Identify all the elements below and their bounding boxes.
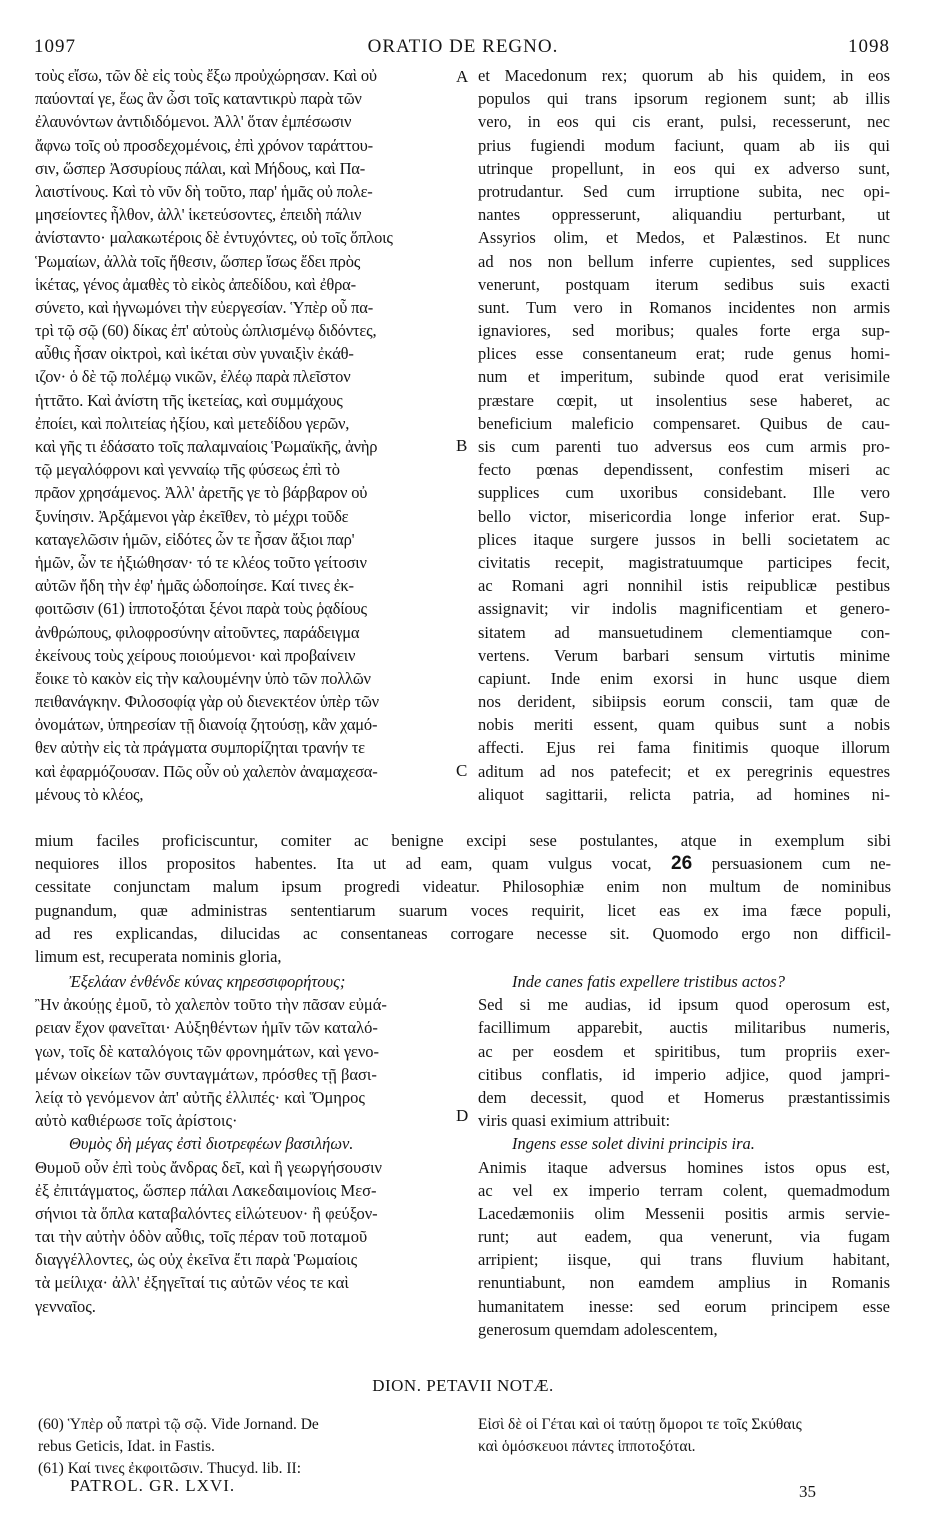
notes-right bbox=[478, 1414, 890, 1458]
latin-line: Animis itaque adversus homines istos opus est, bbox=[478, 1157, 890, 1177]
latin-line: citibus conflatis, id imperio adjice, quod jampri- bbox=[478, 1064, 890, 1084]
latin-line: supplices cum uxoribus considebant. Ille vero bbox=[478, 483, 890, 503]
latin-line: sis cum parenti tuo adversus eos cum armis pro- bbox=[478, 437, 890, 456]
homer-quote-greek: Ἐξελάαν ἐνθένδε κύνας κηρεσσιφορήτους; bbox=[69, 972, 346, 991]
latin-line: nos derident, sibiipsis eorum conscii, tam quæ de bbox=[478, 692, 890, 712]
full-line: nequiores illos propositos habentes. Ita ut ad eam, quam vulgus vocat, 26 persuasionem cum ne- bbox=[35, 853, 892, 875]
homer-quote-greek-2: Θυμὸς δὴ μέγας ἐστὶ διοτρεφέων βασιλήων. bbox=[69, 1134, 354, 1154]
greek-line: ἐποίει, καὶ πολιτείας ἠξίου, καὶ μετεδίδου γερῶν, bbox=[35, 413, 350, 433]
latin-line: dem decessit, quod et Homerus præstantissimis bbox=[478, 1087, 890, 1107]
homer-quote-latin-2: Ingens esse solet divini principis ira. bbox=[512, 1134, 755, 1154]
greek-line: σιν, ὥσπερ Ἀσσυρίους πάλαι, καὶ Μήδους, καὶ Πα- bbox=[35, 158, 366, 178]
greek-line: Ἢν ἀκούῃς ἐμοῦ, τὸ χαλεπὸν τοῦτο τὴν πᾶσαν εὐμά- bbox=[35, 995, 387, 1015]
latin-column-top bbox=[478, 64, 890, 806]
greek-line: ἀνίσταντο· μαλακωτέροις δὲ ἐντυχόντες, οὐ τοῖς ὅπλοις bbox=[35, 228, 393, 248]
greek-line: παύονταί γε, ἕως ἂν ὦσι τοῖς καταντικρὺ παρὰ τῶν bbox=[35, 89, 362, 109]
greek-line: τρὶ τῷ σῷ (60) δίκας ἐπ' αὐτοὺς ὡπλισμένῳ διδόντες, bbox=[35, 321, 377, 341]
latin-line: ac vel ex imperio terram colent, quemadmodum bbox=[478, 1180, 890, 1200]
greek-line: καταγελῶσιν ἡμῶν, εἰδότες ὧν τε ἦσαν ἄξιοι παρ' bbox=[35, 529, 355, 549]
latin-line: Lacedæmoniis olim Messenii positis armis servie- bbox=[478, 1203, 890, 1223]
greek-line: ὀνομάτων, ὑπηρεσίαν τῇ διανοίᾳ ζητούσῃ, κἂν χαμό- bbox=[35, 715, 378, 735]
latin-line: ac per eosdem et spiritibus, tum propriis exer- bbox=[478, 1041, 890, 1061]
greek-column-bottom bbox=[35, 970, 465, 1318]
full-line: mium faciles proficiscuntur, comiter ac benigne excipi sese postulantes, atque in exemplum sibi bbox=[35, 831, 891, 850]
latin-line: vertens. Verum barbari sensum virtutis minime bbox=[478, 645, 890, 665]
latin-line: assignavit; vir indolis magnificentiam et genero- bbox=[478, 599, 890, 619]
latin-column-bottom bbox=[478, 970, 890, 1341]
greek-line: μησείοντες ἦλθον, ἀλλ' ἱκετεύσοντες, ἐπειδὴ πάλιν bbox=[35, 205, 362, 225]
greek-line: ἄφνω τοῖς οὐ προσδεχομένοις, ἐπὶ χρόνον ταράττου- bbox=[35, 135, 373, 155]
greek-line: φοιτῶσιν (61) ἱπποτοξόται ξένοι παρὰ τοὺς ῥᾳδίους bbox=[35, 599, 367, 619]
greek-line: Ῥωμαίων, ἀλλὰ τοῖς ἤθεσιν, ὥσπερ ἴσως ἔδει πρὸς bbox=[35, 251, 361, 271]
latin-line: nantes oppresserunt, aliquandiu perturbant, ut bbox=[478, 205, 890, 225]
latin-line: utrinque propellunt, in eos qui ex adverso sunt, bbox=[478, 158, 890, 178]
latin-line: venerunt, postquam iterum sedibus suis exacti bbox=[478, 274, 890, 294]
greek-line: ιζον· ὁ δὲ τῷ πολέμῳ νικῶν, ἐλέῳ παρὰ πλεῖστον bbox=[35, 367, 351, 387]
latin-line: beneficium maleficio compensaret. Quibus de cau- bbox=[478, 413, 890, 433]
latin-line: ac Romani agri nonnihil istis reipublicæ pestibus bbox=[478, 576, 890, 596]
notes-left bbox=[38, 1414, 458, 1480]
latin-line: plices esse consentaneum erat; rude genus homi- bbox=[478, 344, 890, 364]
latin-line: præstare cœpit, ut insolentius sese haberet, ac bbox=[478, 390, 890, 410]
latin-line: aditum ad nos patefecit; et ex peregrinis equestres bbox=[478, 761, 890, 781]
greek-line: ρειαν ἔχον φανεῖται· Αὐξηθέντων ἡμῖν τῶν καταλό- bbox=[35, 1018, 378, 1038]
greek-line: λαιστίνους. Καὶ τὸ νῦν δὴ τοῦτο, παρ' ἡμᾶς οὐ πολε- bbox=[35, 181, 373, 201]
latin-line: ad nos non bellum inferre cupientes, sed supplices bbox=[478, 251, 890, 271]
latin-line: ignaviores, sed moribus; quales forte erga sup- bbox=[478, 321, 890, 341]
margin-letter-b: B bbox=[456, 436, 468, 455]
greek-line: γενναῖος. bbox=[35, 1296, 96, 1316]
note-line: καὶ ὁμόσκευοι πάντες ἱπποτοξόται. bbox=[478, 1438, 696, 1455]
latin-line: sitatem ad mansuetudinem clementiamque con- bbox=[478, 622, 890, 642]
latin-line: prius fugiendi modum faciunt, quam ab iis qui bbox=[478, 135, 890, 155]
full-line: limum est, recuperata nominis gloria, bbox=[35, 946, 282, 966]
latin-line: civitatis recepit, magistratuumque participes fecit, bbox=[478, 552, 890, 572]
latin-line: aliquot sagittarii, relicta patria, ad homines ni- bbox=[478, 784, 890, 804]
latin-line: plices itaque surgere jussos in belli societatem ac bbox=[478, 529, 890, 549]
greek-column-top bbox=[35, 64, 455, 806]
latin-line: renuntiabunt, non eamdem amplius in Romanis bbox=[478, 1273, 890, 1293]
full-line: cessitate conjunctam malum ipsum progredi videatur. Philosophiæ enim non multum de nominibus bbox=[35, 877, 891, 897]
latin-line: generosum quemdam adolescentem, bbox=[478, 1319, 718, 1339]
greek-line: ἀνθρώπους, φιλοφροσύνην αἰτοῦντες, παράδειγμα bbox=[35, 622, 360, 642]
latin-line: Sed si me audias, id ipsum quod operosum est, bbox=[478, 995, 890, 1015]
latin-line: populos qui trans ipsorum regionem sunt; ab illis bbox=[478, 89, 890, 109]
latin-line: facillimum apparebit, auctis militaribus numeris, bbox=[478, 1018, 890, 1038]
running-title: ORATIO DE REGNO. bbox=[367, 36, 559, 57]
homer-quote-latin: Inde canes fatis expellere tristibus actos? bbox=[512, 972, 785, 991]
latin-line: sunt. Tum vero in Romanos incidentes non armis bbox=[478, 297, 890, 317]
latin-line: nobis meriti essent, quam quibus sunt a nobis bbox=[478, 715, 890, 735]
full-line: pugnandum, quæ administras sententiarum suarum voces requirit, licet eas ex ima fæce populi, bbox=[35, 900, 891, 920]
greek-line: Θυμοῦ οὖν ἐπὶ τοὺς ἄνδρας δεῖ, καὶ ἢ γεωργήσουσιν bbox=[35, 1157, 383, 1177]
greek-line: σύνετο, καὶ ἠγνωμόνει τὴν εὐεργεσίαν. Ὑπὲρ οὗ πα- bbox=[35, 297, 373, 317]
greek-line: ἡμῶν, ὧν τε ἠξιώθησαν· τό τε κλέος τοῦτο γείτοσιν bbox=[35, 552, 367, 572]
patrol-signature: PATROL. GR. LXVI. bbox=[70, 1476, 236, 1495]
greek-line: μένων οἰκείων τῶν συνταγμάτων, πρόσθες τῇ βασι- bbox=[35, 1064, 377, 1084]
margin-letter-c: C bbox=[456, 761, 468, 780]
margin-letter-a: A bbox=[456, 67, 469, 86]
greek-line: τοὺς εἴσω, τῶν δὲ εἰς τοὺς ἔξω προὐχώρησαν. Καὶ οὐ bbox=[35, 66, 377, 85]
greek-line: καὶ γῆς τι ἐδάσατο τοῖς παλαμναίοις Ῥωμαϊκῆς, ἀνὴρ bbox=[35, 437, 378, 456]
latin-line: vero, in eos qui cis erant, pulsi, recesserunt, nec bbox=[478, 112, 890, 132]
greek-line: ται τὴν αὐτὴν ὁδὸν αὖθις, τοῖς πέραν τοῦ ποταμοῦ bbox=[35, 1227, 368, 1247]
latin-line: capiunt. Inde enim exorsi in hunc usque diem bbox=[478, 668, 890, 688]
note-line: (60) Ὑπὲρ οὗ πατρὶ τῷ σῷ. Vide Jornand. De bbox=[38, 1416, 319, 1433]
latin-line: Assyrios olim, et Medos, et Palæstinos. Et nunc bbox=[478, 228, 890, 248]
latin-line: runt; aut eadem, qua venerunt, via fugam bbox=[478, 1227, 890, 1247]
latin-line: et Macedonum rex; quorum ab his quidem, in eos bbox=[478, 66, 890, 85]
greek-line: τῷ μεγαλόφρονι καὶ γενναίῳ τῆς φύσεως ἐπὶ τὸ bbox=[35, 460, 340, 480]
latin-line: fecto pœnas dependissent, confestim miseri ac bbox=[478, 460, 890, 480]
greek-line: ἱκέτας, γένος ἀμαθὲς τὸ εἰκὸς ἀπεδίδου, καὶ ἐθρα- bbox=[35, 274, 356, 294]
greek-line: γων, τοῖς δὲ καταλόγοις τῶν φρονημάτων, καὶ γενο- bbox=[35, 1041, 380, 1061]
note-line: rebus Geticis, Idat. in Fastis. bbox=[38, 1438, 215, 1455]
note-line: (61) Καί τινες ἐκφοιτῶσιν. Thucyd. lib. II: bbox=[38, 1460, 302, 1477]
greek-line: αὐτὸ καθιέρωσε τοῖς ἀρίστοις· bbox=[35, 1111, 238, 1131]
greek-line: πειθανάγκην. Φιλοσοφίᾳ γὰρ οὐ διενεκτέον ὑπὲρ τῶν bbox=[35, 692, 379, 712]
margin-letter-d: D bbox=[456, 1106, 469, 1125]
greek-line: καὶ ἐφαρμόζουσαν. Πῶς οὖν οὐ χαλεπὸν ἀναμαχεσα- bbox=[35, 761, 378, 781]
latin-line: affecti. Ejus rei fama finitimis quoque illorum bbox=[478, 738, 890, 758]
greek-line: πρᾶον χρησάμενος. Ἀλλ' ἀρετῆς γε τὸ βάρβαρον οὐ bbox=[35, 483, 368, 503]
latin-line: humanitatem inesse: sed eorum principem esse bbox=[478, 1296, 890, 1316]
latin-line: protrudantur. Sed cum irruptione subita, nec opi- bbox=[478, 181, 890, 201]
greek-line: τὰ μείλιχα· ἀλλ' ἐξηγεῖταί τις αὐτῶν νέος τε καὶ bbox=[35, 1273, 349, 1293]
notes-title: DION. PETAVII NOTÆ. bbox=[372, 1376, 554, 1395]
greek-line: ἡττᾶτο. Καὶ ἀνίστη τῆς ἱκετείας, καὶ συμμάχους bbox=[35, 390, 343, 410]
latin-line: num et imperitum, subinde quod erat verisimile bbox=[478, 367, 890, 387]
latin-line: viris quasi eximium attribuit: bbox=[478, 1111, 671, 1131]
page-number-left: 1097 bbox=[34, 36, 76, 57]
latin-line: arripient; iisque, qui trans fluvium habitant, bbox=[478, 1250, 890, 1270]
full-line: ad res explicandas, dilucidas ac consentaneas corrogare necesse sit. Quomodo ergo non difficil- bbox=[35, 923, 891, 943]
greek-line: αὖθις ἦσαν οἰκτροὶ, καὶ ἱκέται σὺν γυναιξὶν ἐκάθ- bbox=[35, 344, 354, 364]
greek-line: θεν αὐτὴν εἰς τὰ πράγματα συμπορίζηται τρανήν τε bbox=[35, 738, 365, 758]
sheet-number: 35 bbox=[799, 1482, 816, 1501]
greek-line: ἐξ ἐπιτάγματος, ὥσπερ πάλαι Λακεδαιμονίοις Μεσ- bbox=[35, 1180, 377, 1200]
greek-line: μένους τὸ κλέος, bbox=[35, 784, 144, 804]
greek-line: ἐκείνους τοὺς χείρους ποιούμενοι· καὶ προβαίνειν bbox=[35, 645, 356, 665]
latin-line: bello victor, misericordia longe inferior erat. Sup- bbox=[478, 506, 890, 526]
greek-line: διαγγέλλοντες, ὡς οὐχ ἐκεῖνα ἔτι παρὰ Ῥωμαίοις bbox=[35, 1250, 358, 1270]
greek-line: λείᾳ τὸ γενόμενον ἀπ' αὐτῆς ἐλλιπές· καὶ Ὅμηρος bbox=[35, 1087, 365, 1107]
note-line: Εἰσὶ δὲ οἱ Γέται καὶ οἱ ταύτῃ ὅμοροι τε τοῖς Σκύθαις bbox=[478, 1416, 802, 1433]
margin-number-26: 26 bbox=[671, 853, 693, 875]
page-number-right: 1098 bbox=[848, 36, 890, 57]
greek-line: αὐτῶν ἤδη τὴν ἐφ' ἡμᾶς ὡδοποίησε. Καί τινες ἐκ- bbox=[35, 576, 354, 596]
greek-line: ξυνίησιν. Ἀρξάμενοι γὰρ ἐκεῖθεν, τὸ μέχρι τοῦδε bbox=[35, 506, 349, 526]
greek-line: ἔοικε τὸ κακὸν εἰς τὴν καλουμένην ὑπὸ τῶν πολλῶν bbox=[35, 668, 371, 688]
greek-line: ἐλαυνόντων ἀντιδιδόμενοι. Ἀλλ' ὅταν ἐμπέσωσιν bbox=[35, 112, 352, 132]
full-width-latin bbox=[35, 829, 891, 968]
greek-line: σήνιοι τὰ ὅπλα καταβαλόντες εἱλώτευον· ἢ φεύξον- bbox=[35, 1203, 378, 1223]
